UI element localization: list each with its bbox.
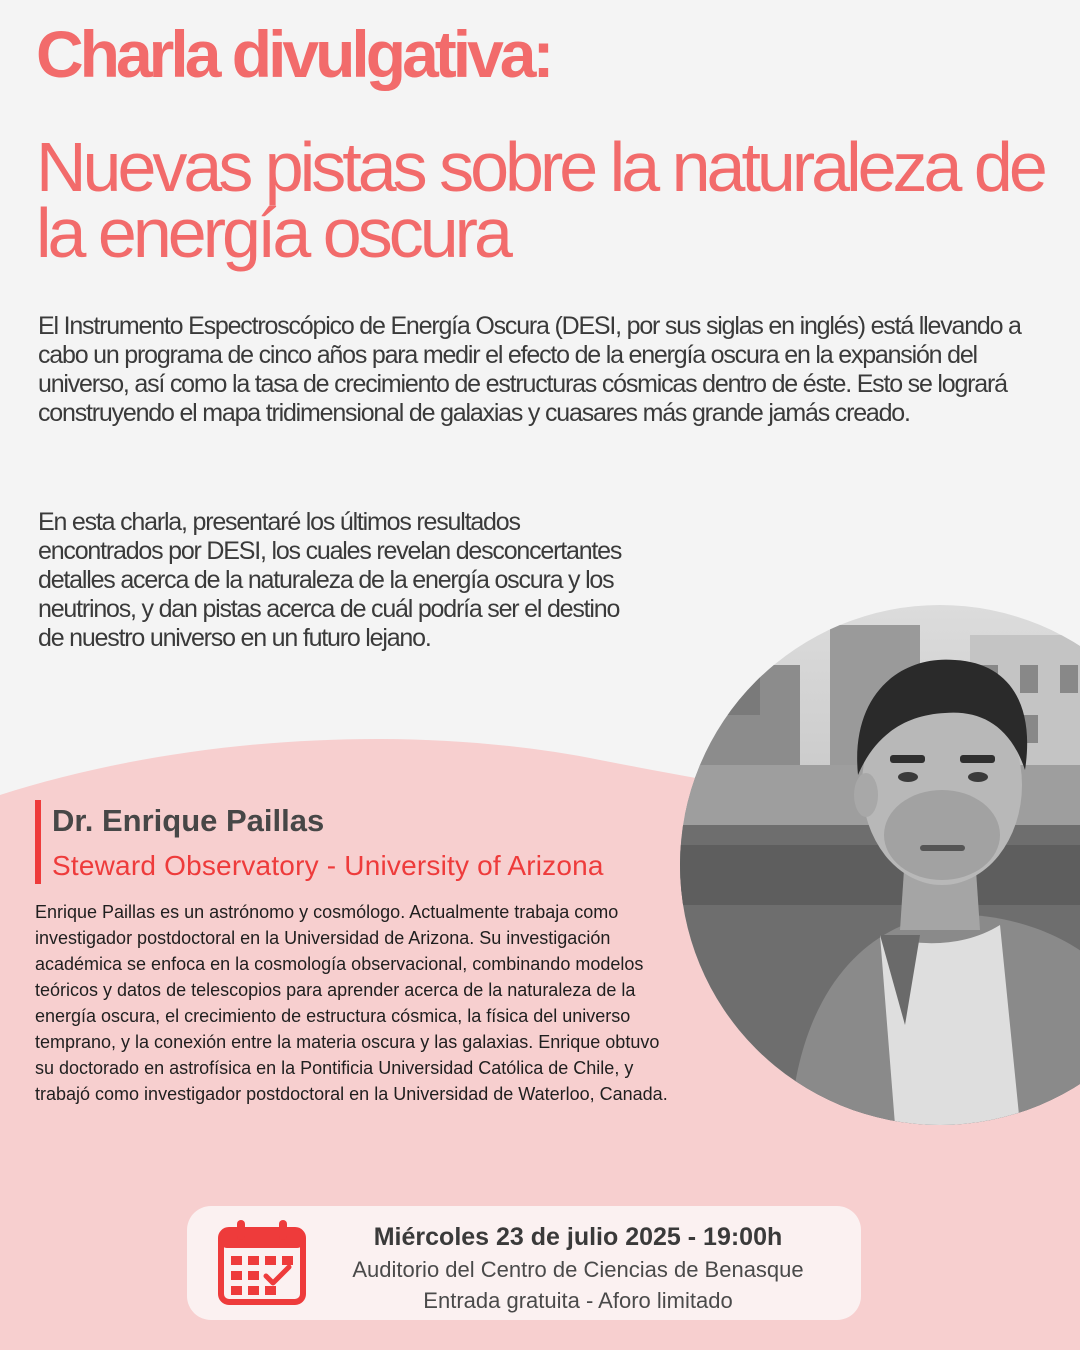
talk-kicker: Charla divulgativa: [36, 17, 551, 91]
intro-paragraph: El Instrumento Espectroscópico de Energía Oscura (DESI, por sus siglas en inglés) está llevando a cabo un programa de cinco años para medir el efecto de la energía oscura en la expansión del universo, así como la tasa de crecimiento de estructuras cósmicas dentro de éste. Esto se logrará construyendo el mapa tridimensional de galaxias y cuasares más grande jamás creado. [38, 312, 1021, 427]
speaker-bio: Enrique Paillas es un astrónomo y cosmólogo. Actualmente trabaja como investigador postdoctoral en la Universidad de Arizona. Su investigación académica se enfoca en la cosmología observacional, combinando modelos teóricos y datos de telescopios para aprender acerca de la naturaleza de la energía oscura, el crecimiento de estructura cósmica, la física del universo temprano, y la conexión entre la materia oscura y las galaxias. Enrique obtuvo su doctorado en astrofísica en la Pontificia Universidad Católica de Chile, y trabajó como investigador postdoctoral en la Universidad de Waterloo, Canada. [35, 902, 668, 1104]
speaker-name: Dr. Enrique Paillas [52, 803, 325, 838]
talk-description: En esta charla, presentaré los últimos resultados encontrados por DESI, los cuales revelan desconcertantes detalles acerca de la naturaleza de la energía oscura y los neutrinos, y dan pistas acerca de cuál podría ser el destino de nuestro universo en un futuro lejano. [38, 508, 622, 652]
calendar-icon [217, 1216, 307, 1306]
event-date-time: Miércoles 23 de julio 2025 - 19:00h [373, 1223, 783, 1251]
event-info-card [187, 1206, 861, 1320]
speaker-accent-bar [35, 800, 41, 884]
speaker-affiliation: Steward Observatory - University of Arizona [52, 850, 604, 881]
event-entry-info: Entrada gratuita - Aforo limitado [423, 1288, 733, 1313]
event-venue: Auditorio del Centro de Ciencias de Benasque [352, 1257, 804, 1282]
talk-title: Nuevas pistas sobre la naturaleza de la energía oscura [36, 128, 1044, 272]
event-details [323, 1220, 833, 1316]
